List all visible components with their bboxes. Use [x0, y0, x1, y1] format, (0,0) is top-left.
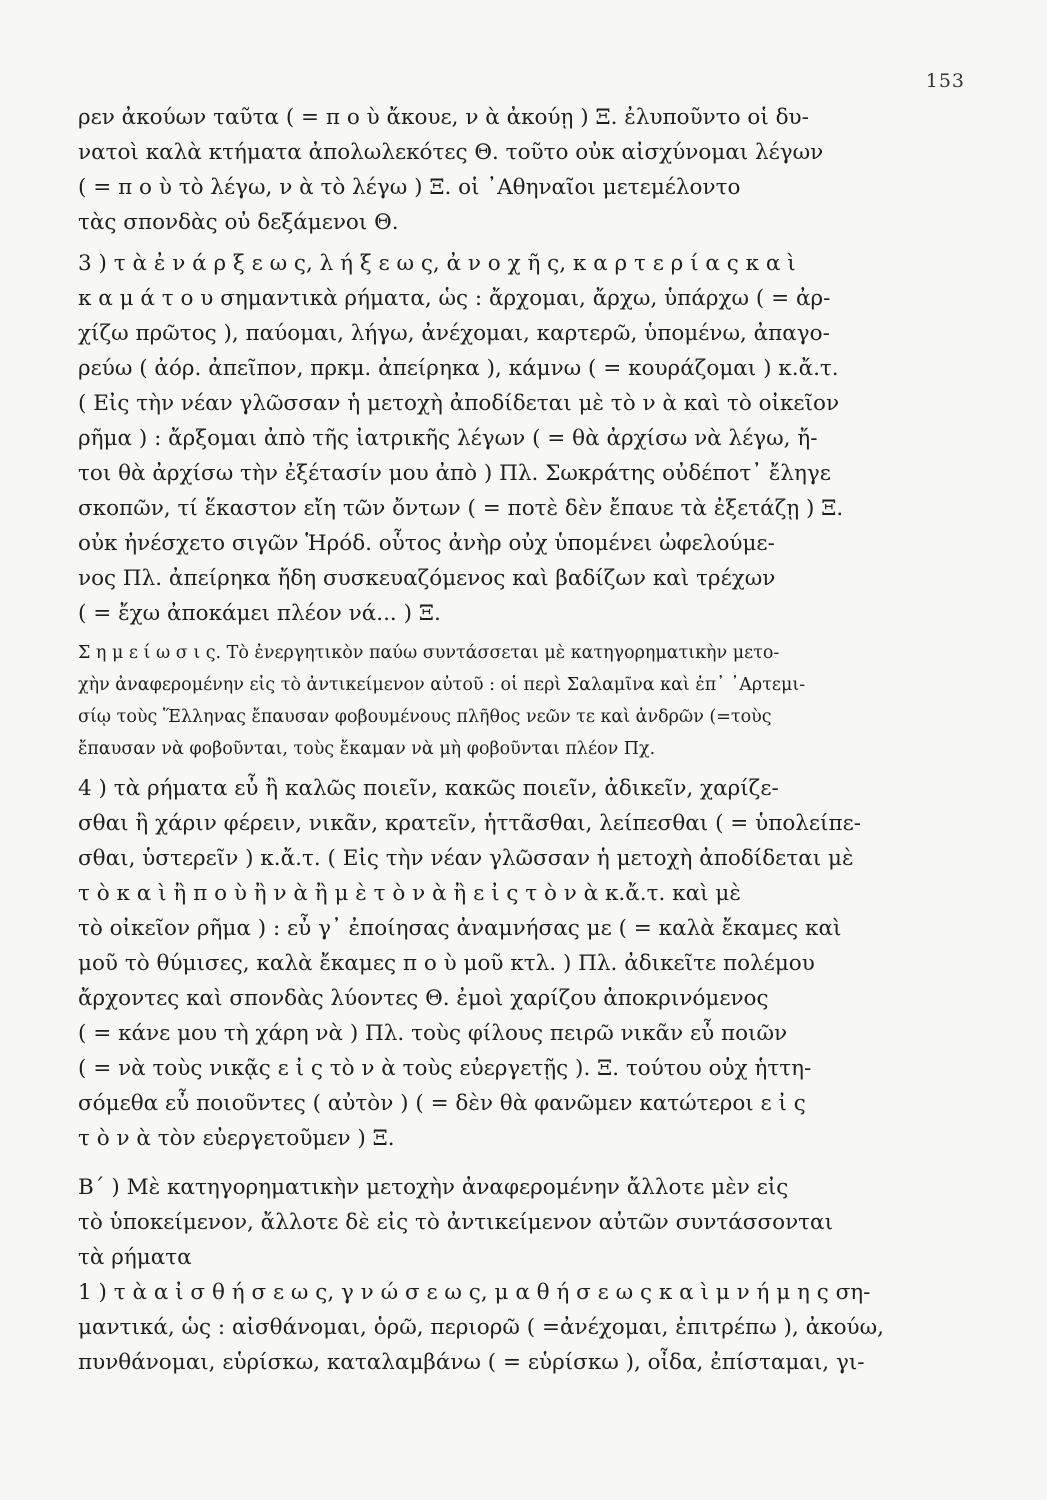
text-line: ( = κάνε μου τὴ χάρη νὰ ) Πλ. τοὺς φίλους πειρῶ νικᾶν εὖ ποιῶν [78, 1021, 788, 1046]
text-line: ρῆμα ) : ἄρξομαι ἀπὸ τῆς ἰατρικῆς λέγων ( = θὰ ἀρχίσω νὰ λέγω, ἤ- [78, 426, 818, 451]
text-line: σθαι ἢ χάριν φέρειν, νικᾶν, κρατεῖν, ἡττᾶσθαι, λείπεσθαι ( = ὑπολείπε- [78, 811, 862, 836]
text-line: σκοπῶν, τί ἕκαστον εἴη τῶν ὄντων ( = ποτὲ δὲν ἔπαυε τὰ ἐξετάζῃ ) Ξ. [78, 496, 844, 521]
text-line: τ ὸ κ α ὶ ἢ π ο ὺ ἢ ν ὰ ἢ μ ὲ τ ὸ ν ὰ ἢ ε ἰ ς τ ὸ ν ὰ κ.ἄ.τ. καὶ μὲ [78, 881, 741, 906]
text-line: οὐκ ἠνέσχετο σιγῶν Ἡρόδ. οὗτος ἀνὴρ οὐχ ὑπομένει ὠφελούμε- [78, 531, 775, 556]
text-line: 3 ) τ ὰ ἐ ν ά ρ ξ ε ω ς, λ ή ξ ε ω ς, ἀ ν ο χ ῆ ς, κ α ρ τ ε ρ ί α ς κ α ὶ [78, 251, 796, 276]
text-line: ρεύω ( ἀόρ. ἀπεῖπον, πρκμ. ἀπείρηκα ), κάμνω ( = κουράζομαι ) κ.ἄ.τ. [78, 356, 839, 381]
text-line: νατοὶ καλὰ κτήματα ἀπολωλεκότες Θ. τοῦτο οὐκ αἰσχύνομαι λέγων [78, 140, 824, 165]
text-line: ἄρχοντες καὶ σπονδὰς λύοντες Θ. ἐμοὶ χαρίζου ἀποκρινόμενος [78, 986, 769, 1011]
text-line: ( = ἔχω ἀποκάμει πλέον νά... ) Ξ. [78, 601, 441, 626]
text-line: μοῦ τὸ θύμισες, καλὰ ἔκαμες π ο ὺ μοῦ κτλ. ) Πλ. ἀδικεῖτε πολέμου [78, 951, 815, 976]
note-line: Σ η μ ε ί ω σ ι ς. Τὸ ἐνεργητικὸν παύω συντάσσεται μὲ κατηγορηματικὴν μετο- [78, 643, 780, 663]
text-line: τὸ ὑποκείμενον, ἄλλοτε δὲ εἰς τὸ ἀντικείμενον αὐτῶν συντάσσονται [78, 1210, 834, 1235]
text-line: Β΄ ) Μὲ κατηγορηματικὴν μετοχὴν ἀναφερομένην ἄλλοτε μὲν εἰς [78, 1175, 789, 1200]
text-line: ( Εἰς τὴν νέαν γλῶσσαν ἡ μετοχὴ ἀποδίδεται μὲ τὸ ν ὰ καὶ τὸ οἰκεῖον [78, 391, 840, 416]
text-line: ρεν ἀκούων ταῦτα ( = π ο ὺ ἄκουε, ν ὰ ἀκούῃ ) Ξ. ἐλυποῦντο οἱ δυ- [78, 105, 809, 130]
text-line: 4 ) τὰ ρήματα εὖ ἢ καλῶς ποιεῖν, κακῶς ποιεῖν, ἀδικεῖν, χαρίζε- [78, 776, 779, 801]
note-line: χὴν ἀναφερομένην εἰς τὸ ἀντικείμενον αὐτοῦ : οἱ περὶ Σαλαμῖνα καὶ ἐπ᾿ ᾿Αρτεμι- [78, 675, 806, 695]
text-line: χίζω πρῶτος ), παύομαι, λήγω, ἀνέχομαι, καρτερῶ, ὑπομένω, ἀπαγο- [78, 321, 830, 346]
text-line: τ ὸ ν ὰ τὸν εὐεργετοῦμεν ) Ξ. [78, 1126, 395, 1151]
text-line: σόμεθα εὖ ποιοῦντες ( αὐτὸν ) ( = δὲν θὰ φανῶμεν κατώτεροι ε ἰ ς [78, 1091, 806, 1116]
text-line: τὰς σπονδὰς οὐ δεξάμενοι Θ. [78, 210, 399, 235]
text-line: πυνθάνομαι, εὑρίσκω, καταλαμβάνω ( = εὑρίσκω ), οἶδα, ἐπίσταμαι, γι- [78, 1350, 865, 1375]
text-line: μαντικά, ὡς : αἰσθάνομαι, ὁρῶ, περιορῶ ( =ἀνέχομαι, ἐπιτρέπω ), ἀκούω, [78, 1315, 884, 1340]
text-line: ( = νὰ τοὺς νικᾷς ε ἰ ς τὸ ν ὰ τοὺς εὐεργετῇς ). Ξ. τούτου οὐχ ἡττη- [78, 1056, 812, 1081]
note-line: σίῳ τοὺς Ἕλληνας ἔπαυσαν φοβουμένους πλῆθος νεῶν τε καὶ ἀνδρῶν (=τοὺς [78, 707, 772, 727]
text-line: κ α μ ά τ ο υ σημαντικὰ ρήματα, ὡς : ἄρχομαι, ἄρχω, ὑπάρχω ( = ἀρ- [78, 286, 831, 311]
main-text [78, 100, 946, 1380]
text-line: τὰ ρήματα [78, 1245, 192, 1270]
text-line: νος Πλ. ἀπείρηκα ἤδη συσκευαζόμενος καὶ βαδίζων καὶ τρέχων [78, 566, 776, 591]
note-line: ἔπαυσαν νὰ φοβοῦνται, τοὺς ἔκαμαν νὰ μὴ φοβοῦνται πλέον Πχ. [78, 739, 656, 759]
text-line: ( = π ο ὺ τὸ λέγω, ν ὰ τὸ λέγω ) Ξ. οἱ ᾿Αθηναῖοι μετεμέλοντο [78, 175, 741, 200]
text-line: σθαι, ὑστερεῖν ) κ.ἄ.τ. ( Εἰς τὴν νέαν γλῶσσαν ἡ μετοχὴ ἀποδίδεται μὲ [78, 846, 854, 871]
text-line: τὸ οἰκεῖον ρῆμα ) : εὖ γ᾿ ἐποίησας ἀναμνήσας με ( = καλὰ ἔκαμες καὶ [78, 916, 842, 941]
text-line: τοι θὰ ἀρχίσω τὴν ἐξέτασίν μου ἀπὸ ) Πλ. Σωκράτης οὐδέποτ᾿ ἔληγε [78, 461, 831, 486]
page-number: 153 [925, 70, 965, 92]
text-line: 1 ) τ ὰ α ἰ σ θ ή σ ε ω ς, γ ν ώ σ ε ω ς, μ α θ ή σ ε ω ς κ α ὶ μ ν ή μ η ς ση- [78, 1280, 871, 1305]
